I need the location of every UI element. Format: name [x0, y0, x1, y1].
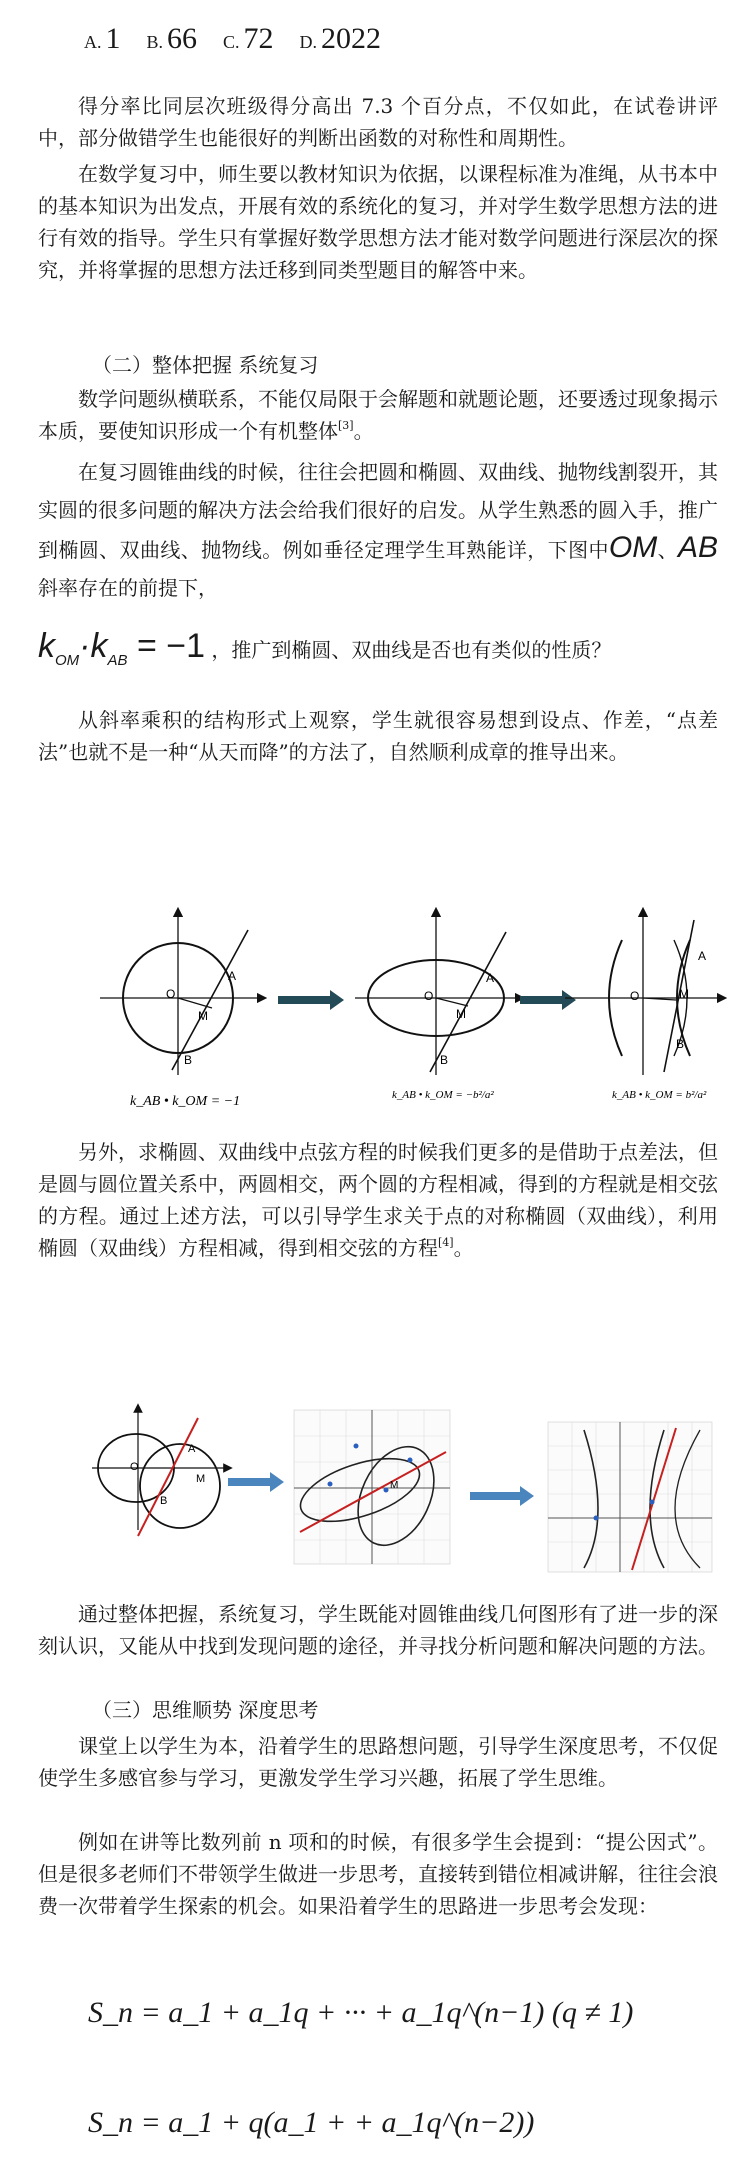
label-m: M [198, 1009, 208, 1023]
label-m-ellipses: M [390, 1480, 399, 1491]
inline-ab: AB [677, 531, 719, 564]
choice-b-label: B. [146, 32, 164, 52]
panel-two-hyperbolas [548, 1422, 712, 1572]
paragraph-point-difference: 从斜率乘积的结构形式上观察，学生就很容易想到设点、作差，“点差法”也就不是一种“从天而降”的方法了，自然顺利成章的推导出来。 [38, 708, 718, 764]
subscript-om: OM [55, 651, 80, 669]
section-heading-2: （二）整体把握 系统复习 [92, 353, 319, 377]
figure-intersecting-conics [0, 1400, 754, 1580]
paragraph-midpoint-chord-end: 。 [453, 1236, 474, 1260]
inline-om: OM [608, 531, 658, 564]
k-symbol-2: k [90, 627, 108, 665]
choice-d-label: D. [299, 32, 318, 52]
paragraph-geometric-series: 例如在讲等比数列前 n 项和的时候，有很多学生会提到：“提公因式”。但是很多老师们不带领学生做进一步思考，直接转到错位相减讲解，往往会浪费一次带着学生探索的机会。如果沿着学生的思路进一步思考会发现： [38, 1830, 718, 1918]
label-b-ellipse: B [440, 1053, 449, 1067]
paragraph-holistic-review: 通过整体把握，系统复习，学生既能对圆锥曲线几何图形有了进一步的深刻认识，又能从中找到发现问题的途径，并寻找分析问题和解决问题的方法。 [38, 1602, 718, 1658]
formula-factored-text: S_n = a_1 + q(a_1 + + a_1q^(n−2)) [88, 2106, 535, 2139]
label-b-hyperbola: B [676, 1037, 685, 1051]
panel-two-circles [92, 1408, 228, 1536]
label-o-ellipse: O [424, 989, 434, 1003]
label-o-hyperbola: O [630, 989, 640, 1003]
subscript-ab: AB [107, 651, 128, 669]
section-heading-3: （三）思维顺势 深度思考 [92, 1698, 319, 1722]
paragraph-midpoint-chord [38, 1136, 718, 1264]
transition-arrow-4 [470, 1486, 534, 1506]
panel-hyperbola [565, 912, 722, 1075]
paragraph-conics-tail: 斜率存在的前提下， [38, 576, 218, 600]
caption-hyperbola: k_AB • k_OM = b²/a² [612, 1089, 707, 1101]
slope-formula [38, 627, 206, 669]
paragraph-conics-text: 在复习圆锥曲线的时候，往往会把圆和椭圆、双曲线、抛物线割裂开，其实圆的很多问题的解决方法会给我们很好的启发。从学生熟悉的圆入手，推广到椭圆、双曲线、抛物线。例如垂径定理学生耳熟能详，下图中 [38, 460, 718, 562]
label-b-circles: B [160, 1495, 168, 1507]
answer-choices [84, 22, 403, 70]
label-a: A [228, 969, 237, 983]
paragraph-score: 得分率比同层次班级得分高出 7.3 个百分点，不仅如此，在试卷讲评中，部分做错学生也能很好的判断出函数的对称性和周期性。 [38, 94, 718, 150]
label-b: B [184, 1053, 193, 1067]
choice-a-value: 1 [105, 22, 121, 55]
formula-factored [88, 2106, 534, 2140]
label-m-hyperbola: M [679, 987, 689, 1001]
transition-arrow-1 [278, 990, 344, 1010]
transition-arrow-2 [520, 990, 576, 1010]
dot-symbol: · [79, 627, 91, 665]
label-a-hyperbola: A [698, 949, 707, 963]
figure-circle-ellipse-hyperbola [0, 900, 754, 1120]
transition-arrow-3 [228, 1472, 284, 1492]
choice-c-label: C. [223, 32, 240, 52]
equals-minus-one: = −1 [136, 627, 206, 665]
paragraph-midpoint-chord-text: 另外，求椭圆、双曲线中点弦方程的时候我们更多的是借助于点差法，但是圆与圆位置关系中，两圆相交，两个圆的方程相减，得到的方程就是相交弦的方程。通过上述方法，可以引导学生求关于点的对称椭圆（双曲线），利用椭圆（双曲线）方程相减，得到相交弦的方程 [38, 1140, 718, 1260]
formula-sum-text: S_n = a_1 + a_1q + ··· + a_1q^(n−1) (q ≠ 1) [88, 1996, 634, 2029]
paragraph-conics [38, 453, 718, 607]
paragraph-connections-end: 。 [353, 419, 374, 443]
panel-ellipse [355, 912, 520, 1075]
paragraph-connections [38, 383, 718, 447]
caption-ellipse: k_AB • k_OM = −b²/a² [392, 1089, 494, 1101]
choice-a-label: A. [84, 32, 102, 52]
slope-question: ，推广到椭圆、双曲线是否也有类似的性质？ [211, 638, 612, 662]
panel-circle [100, 912, 262, 1075]
label-a-circles: A [188, 1443, 196, 1455]
paragraph-connections-text: 数学问题纵横联系，不能仅局限于会解题和就题论题，还要透过现象揭示本质，要使知识形成一个有机整体 [38, 387, 718, 443]
choice-c-value: 72 [243, 22, 274, 55]
reference-3: [3] [338, 419, 354, 432]
label-o-circles: O [130, 1461, 139, 1473]
inline-separator: 、 [657, 538, 678, 562]
formula-sum [88, 1996, 633, 2030]
slope-product-line [38, 627, 738, 669]
caption-circle: k_AB • k_OM = −1 [130, 1094, 241, 1109]
paragraph-student-centered: 课堂上以学生为本，沿着学生的思路想问题，引导学生深度思考，不仅促使学生多感官参与学习，更激发学生学习兴趣，拓展了学生思维。 [38, 1734, 718, 1790]
paragraph-review: 在数学复习中，师生要以教材知识为依据，以课程标准为准绳，从书本中的基本知识为出发点，开展有效的系统化的复习，并对学生数学思想方法的进行有效的指导。学生只有掌握好数学思想方法才能对数学问题进行深层次的探究，并将掌握的思想方法迁移到同类型题目的解答中来。 [38, 162, 718, 282]
reference-4: [4] [438, 1236, 454, 1249]
label-o: O [166, 987, 176, 1001]
choice-d-value: 2022 [321, 22, 382, 55]
choice-b-value: 66 [167, 22, 198, 55]
label-m-circles: M [196, 1473, 206, 1485]
label-a-ellipse: A [486, 971, 495, 985]
k-symbol-1: k [38, 627, 55, 665]
panel-two-ellipses [293, 1410, 450, 1564]
label-m-ellipse: M [456, 1007, 466, 1021]
